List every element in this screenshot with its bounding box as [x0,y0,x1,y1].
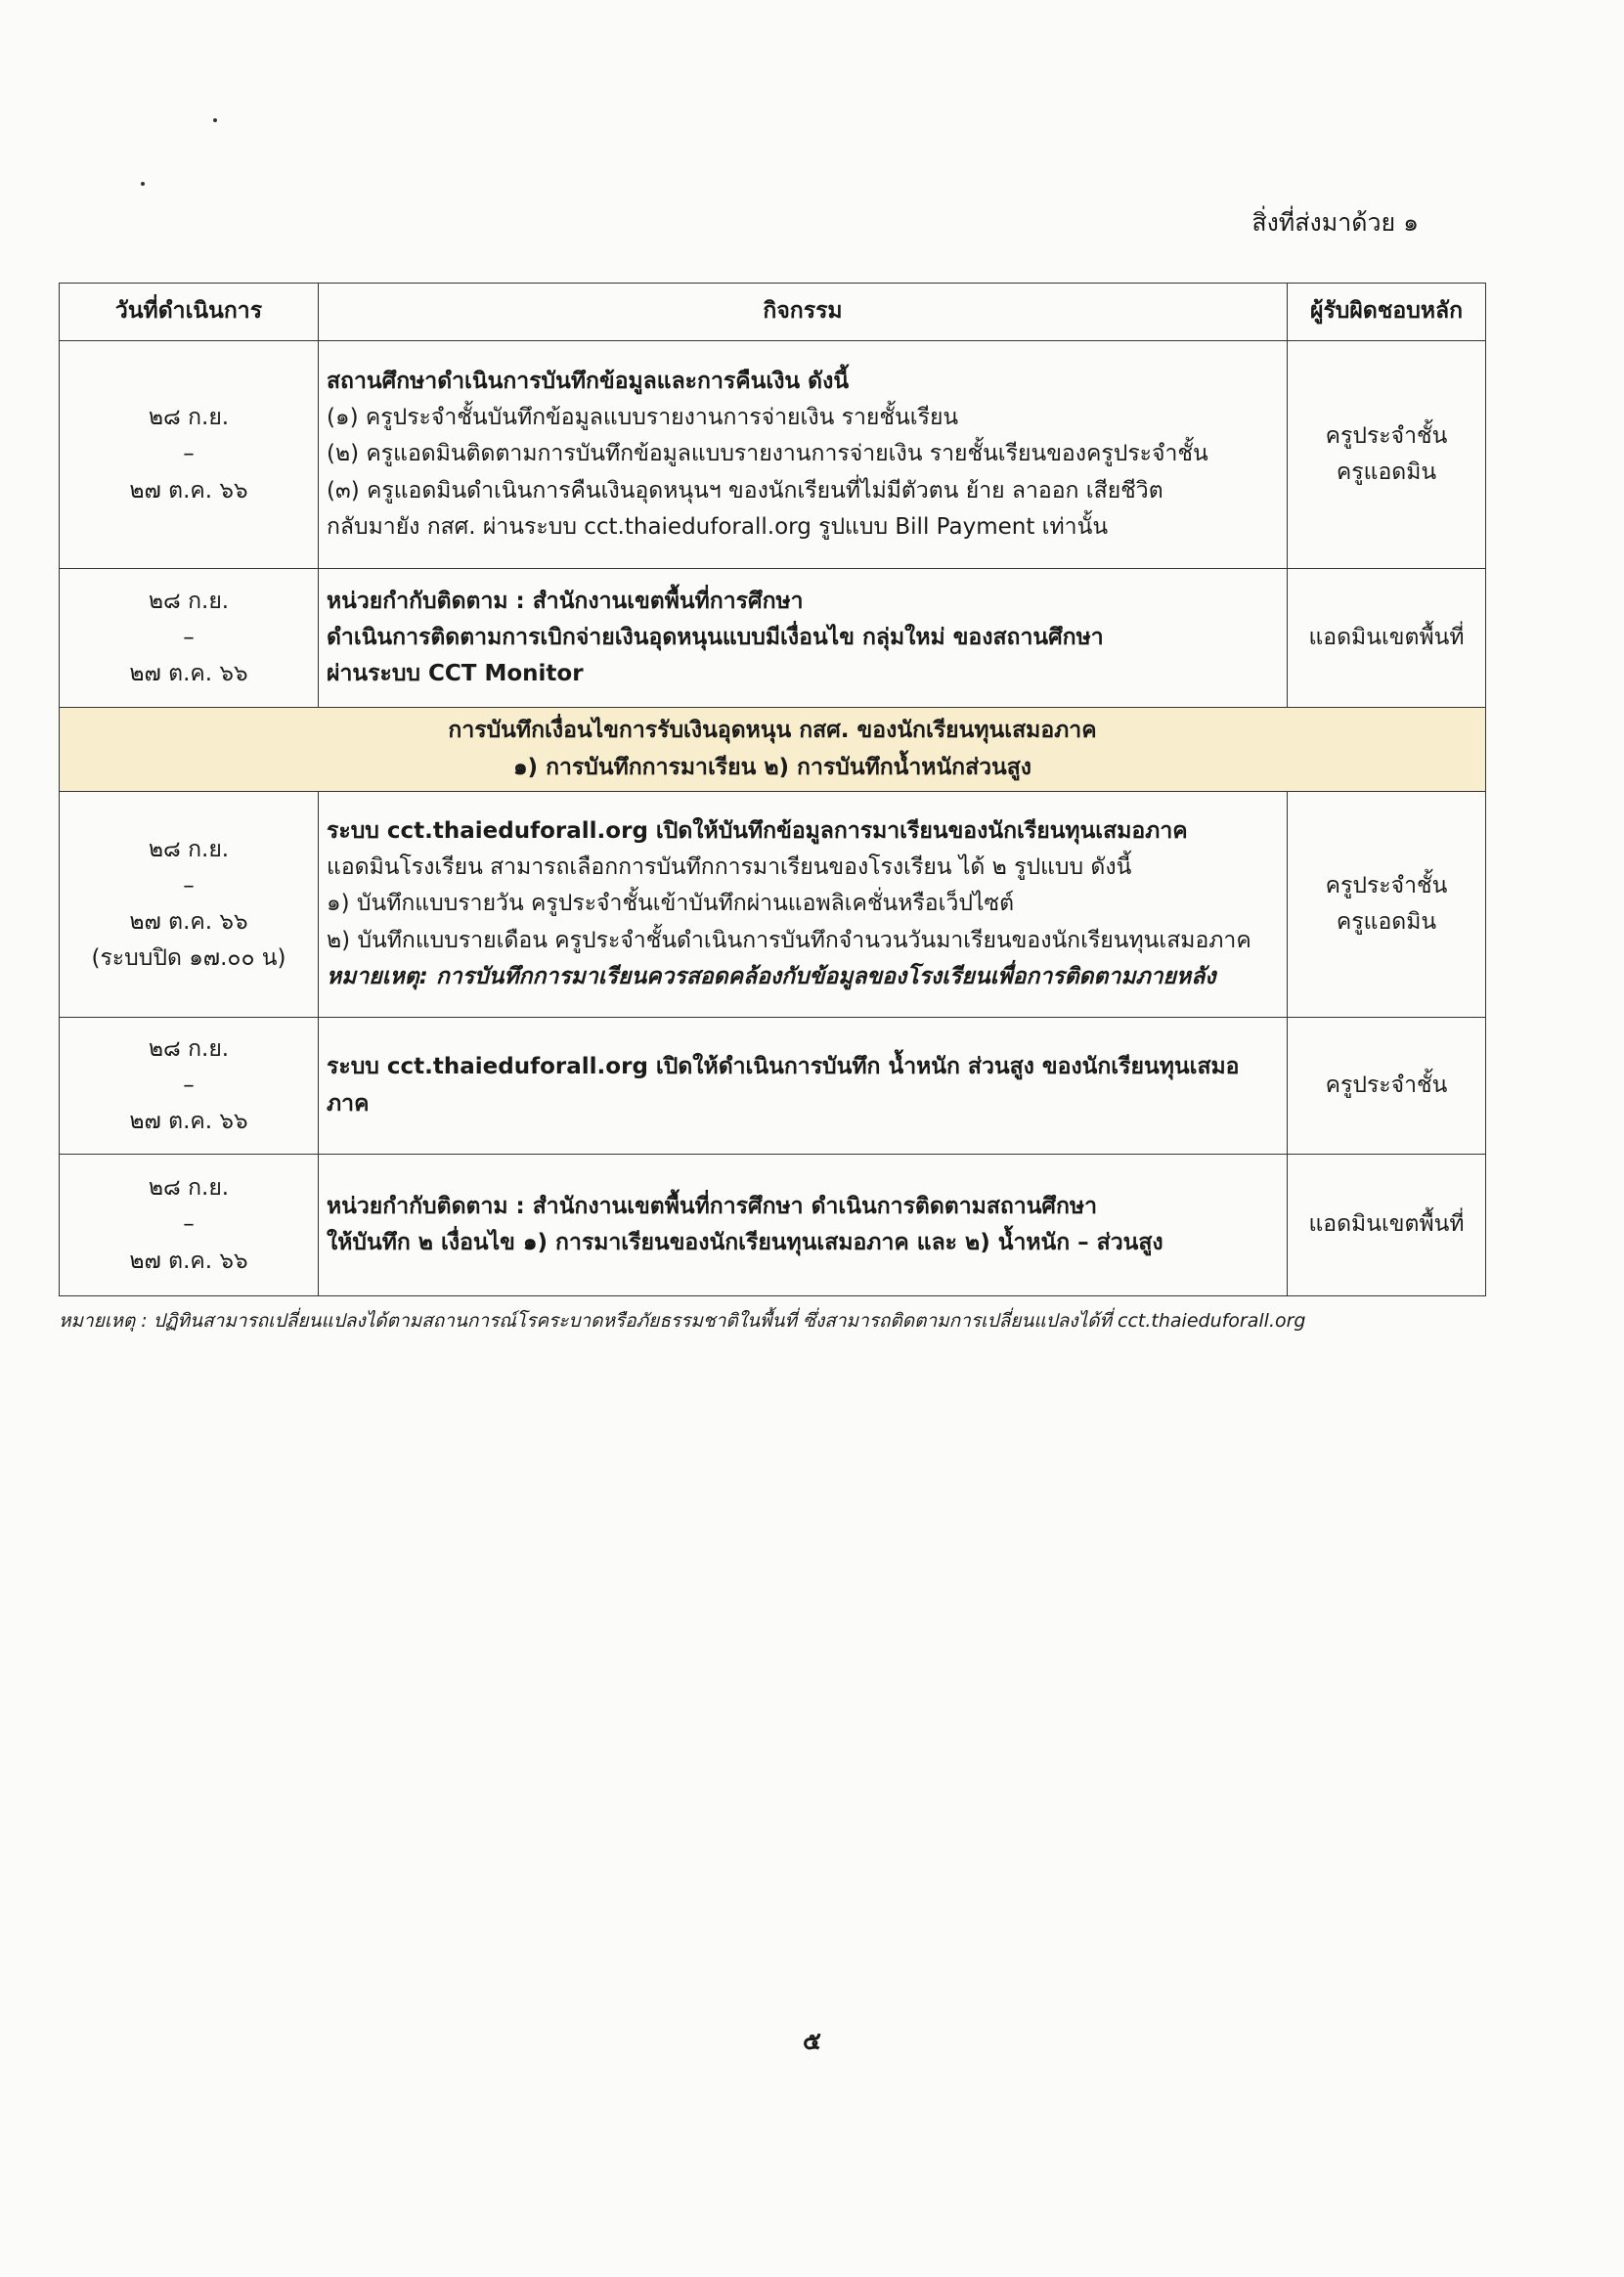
responsible-cell: ครูประจำชั้น ครูแอดมิน [1288,792,1486,1018]
table-row [60,1018,1486,1155]
table-row [60,569,1486,708]
responsible-cell: แอดมินเขตพื้นที่ [1288,1155,1486,1296]
date-cell: ๒๘ ก.ย. – ๒๗ ต.ค. ๖๖ [60,341,319,569]
date-cell: ๒๘ ก.ย. – ๒๗ ต.ค. ๖๖ [60,1155,319,1296]
header-activity: กิจกรรม [319,284,1288,341]
date-cell: ๒๘ ก.ย. – ๒๗ ต.ค. ๖๖ [60,1018,319,1155]
activity-cell: หน่วยกำกับติดตาม : สำนักงานเขตพื้นที่การศึกษา ดำเนินการติดตามการเบิกจ่ายเงินอุดหนุนแบบมีเงื่อนไข กลุ่มใหม่ ของสถานศึกษา ผ่านระบบ CCT Monitor [319,569,1288,708]
table-header-row [60,284,1486,341]
header-responsible: ผู้รับผิดชอบหลัก [1288,284,1486,341]
header-date: วันที่ดำเนินการ [60,284,319,341]
schedule-table [59,283,1486,1296]
table-row [60,792,1486,1018]
activity-note: หมายเหตุ: การบันทึกการมาเรียนควรสอดคล้องกับข้อมูลของโรงเรียนเพื่อการติดตามภายหลัง [327,963,1216,989]
date-cell: ๒๘ ก.ย. – ๒๗ ต.ค. ๖๖ (ระบบปิด ๑๗.๐๐ น) [60,792,319,1018]
date-cell: ๒๘ ก.ย. – ๒๗ ต.ค. ๖๖ [60,569,319,708]
table-row [60,1155,1486,1296]
footnote: หมายเหตุ : ปฏิทินสามารถเปลี่ยนแปลงได้ตามสถานการณ์โรคระบาดหรือภัยธรรมชาติในพื้นที่ ซึ่งสามารถติดตามการเปลี่ยนแปลงได้ที่ cct.thaieduforall.org [59,1310,1306,1332]
scan-speck [141,182,145,186]
section-header-row [60,708,1486,792]
activity-cell: ระบบ cct.thaieduforall.org เปิดให้ดำเนินการบันทึก น้ำหนัก ส่วนสูง ของนักเรียนทุนเสมอภาค [319,1018,1288,1155]
table-row [60,341,1486,569]
page-number: ๕ [803,2027,821,2055]
activity-cell: สถานศึกษาดำเนินการบันทึกข้อมูลและการคืนเงิน ดังนี้ (๑) ครูประจำชั้นบันทึกข้อมูลแบบรายงานการจ่ายเงิน รายชั้นเรียน (๒) ครูแอดมินติดตามการบันทึกข้อมูลแบบรายงานการจ่ายเงิน รายชั้นเรียนของครูประจำชั้น (๓) ครูแอดมินดำเนินการคืนเงินอุดหนุนฯ ของนักเรียนที่ไม่มีตัวตน ย้าย ลาออก เสียชีวิต กลับมายัง กสศ. ผ่านระบบ cct.thaieduforall.org รูปแบบ Bill Payment เท่านั้น [319,341,1288,569]
section-header-cell: การบันทึกเงื่อนไขการรับเงินอุดหนุน กสศ. ของนักเรียนทุนเสมอภาค ๑) การบันทึกการมาเรียน ๒) การบันทึกน้ำหนักส่วนสูง [60,708,1486,792]
attachment-label: สิ่งที่ส่งมาด้วย ๑ [1251,208,1419,237]
scan-speck [213,118,217,122]
responsible-cell: แอดมินเขตพื้นที่ [1288,569,1486,708]
activity-cell: ระบบ cct.thaieduforall.org เปิดให้บันทึกข้อมูลการมาเรียนของนักเรียนทุนเสมอภาค แอดมินโรงเรียน สามารถเลือกการบันทึกการมาเรียนของโรงเรียน ได้ ๒ รูปแบบ ดังนี้ ๑) บันทึกแบบรายวัน ครูประจำชั้นเข้าบันทึกผ่านแอพลิเคชั่นหรือเว็ปไซต์ ๒) บันทึกแบบรายเดือน ครูประจำชั้นดำเนินการบันทึกจำนวนวันมาเรียนของนักเรียนทุนเสมอภาค หมายเหตุ: การบันทึกการมาเรียนควรสอดคล้องกับข้อมูลของโรงเรียนเพื่อการติดตามภายหลัง [319,792,1288,1018]
activity-title: สถานศึกษาดำเนินการบันทึกข้อมูลและการคืนเงิน ดังนี้ [327,368,850,394]
activity-cell: หน่วยกำกับติดตาม : สำนักงานเขตพื้นที่การศึกษา ดำเนินการติดตามสถานศึกษา ให้บันทึก ๒ เงื่อนไข ๑) การมาเรียนของนักเรียนทุนเสมอภาค และ ๒) น้ำหนัก – ส่วนสูง [319,1155,1288,1296]
responsible-cell: ครูประจำชั้น [1288,1018,1486,1155]
responsible-cell: ครูประจำชั้น ครูแอดมิน [1288,341,1486,569]
